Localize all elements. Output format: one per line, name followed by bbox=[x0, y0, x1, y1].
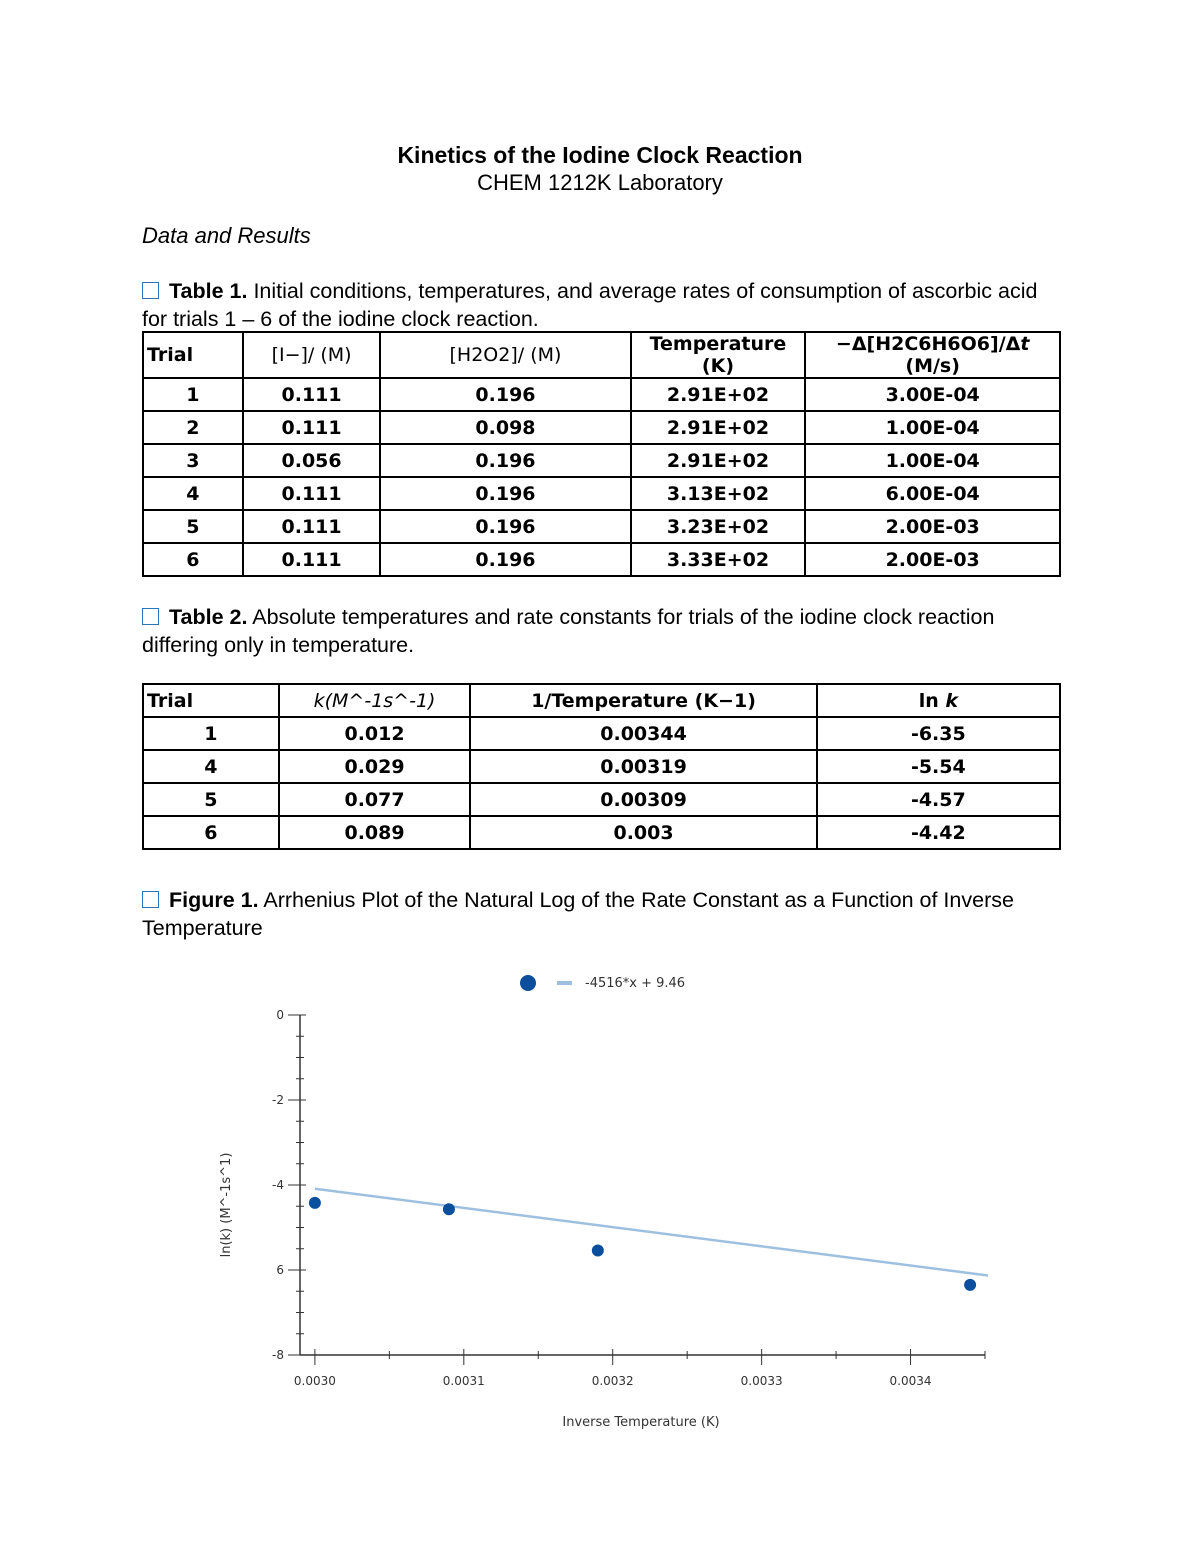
table1-caption-text: Initial conditions, temperatures, and average rates of consumption of ascorbic acid for trials 1 – 6 of the iodine clock reaction. bbox=[142, 279, 1038, 331]
table-cell: 6.00E-04 bbox=[805, 477, 1060, 510]
table-cell: 0.00344 bbox=[470, 717, 816, 750]
legend-fit-label: -4516*x + 9.46 bbox=[585, 976, 686, 991]
table-cell: 3.23E+02 bbox=[631, 510, 806, 543]
x-tick-label: 0.0031 bbox=[442, 1374, 485, 1388]
figure1-caption bbox=[142, 886, 1042, 942]
table-cell: 2.00E-03 bbox=[805, 543, 1060, 576]
table-cell: 1.00E-04 bbox=[805, 444, 1060, 477]
checkbox-icon bbox=[142, 608, 159, 625]
table-cell: 0.111 bbox=[243, 378, 381, 411]
table2-caption bbox=[142, 603, 1042, 659]
document-subtitle: CHEM 1212K Laboratory bbox=[477, 170, 723, 195]
table-cell: 1 bbox=[143, 378, 243, 411]
data-point bbox=[309, 1197, 321, 1209]
y-tick-label: 0 bbox=[276, 1008, 284, 1022]
table-row bbox=[143, 378, 1060, 411]
y-tick-label: -2 bbox=[272, 1093, 284, 1107]
x-axis-label: Inverse Temperature (K) bbox=[562, 1415, 720, 1430]
table2-header-inverse-temp: 1/Temperature (K−1) bbox=[470, 684, 816, 717]
table-cell: 6 bbox=[143, 543, 243, 576]
table-cell: 0.00309 bbox=[470, 783, 816, 816]
table-cell: 0.056 bbox=[243, 444, 381, 477]
document-title: Kinetics of the Iodine Clock Reaction bbox=[397, 142, 803, 168]
table-cell: 5 bbox=[143, 783, 279, 816]
table-cell: 2.91E+02 bbox=[631, 444, 806, 477]
y-tick-label: 6 bbox=[276, 1263, 284, 1277]
table-cell: 1.00E-04 bbox=[805, 411, 1060, 444]
table-cell: 6 bbox=[143, 816, 279, 849]
table-cell: 2 bbox=[143, 411, 243, 444]
table-cell: 0.196 bbox=[380, 378, 630, 411]
table-cell: 3.33E+02 bbox=[631, 543, 806, 576]
table2-header-k: k(M^-1s^-1) bbox=[279, 684, 471, 717]
table1-header-rate-unit: (M/s) bbox=[905, 355, 960, 377]
y-tick-label: -4 bbox=[272, 1178, 284, 1192]
x-tick-label: 0.0032 bbox=[591, 1374, 634, 1388]
table1-header-rate-main: −Δ[H2C6H6O6]/Δ bbox=[835, 333, 1021, 355]
table-cell: 0.077 bbox=[279, 783, 471, 816]
table2-header-row bbox=[143, 684, 1060, 717]
table-cell: 0.196 bbox=[380, 510, 630, 543]
table-cell: 0.089 bbox=[279, 816, 471, 849]
table-cell: -5.54 bbox=[817, 750, 1060, 783]
table-row bbox=[143, 816, 1060, 849]
table-row bbox=[143, 750, 1060, 783]
table-row bbox=[143, 717, 1060, 750]
table-row bbox=[143, 411, 1060, 444]
checkbox-icon bbox=[142, 891, 159, 908]
table1-header-temperature: Temperature (K) bbox=[631, 332, 806, 378]
legend-point-marker bbox=[520, 975, 536, 991]
table-row bbox=[143, 477, 1060, 510]
table-cell: 0.00319 bbox=[470, 750, 816, 783]
table1-header-iodide: [I−]/ (M) bbox=[243, 332, 381, 378]
table-cell: 0.111 bbox=[243, 477, 381, 510]
table-cell: -4.42 bbox=[817, 816, 1060, 849]
table2 bbox=[142, 683, 1061, 850]
table2-caption-text: Absolute temperatures and rate constants for trials of the iodine clock reaction differing only in temperature. bbox=[142, 605, 995, 657]
table1-caption bbox=[142, 277, 1042, 333]
table1-header-row bbox=[143, 332, 1060, 378]
arrhenius-chart bbox=[200, 960, 1020, 1450]
table1-caption-label: Table 1. bbox=[169, 279, 248, 303]
table-cell: 2.91E+02 bbox=[631, 378, 806, 411]
table-cell: 2.91E+02 bbox=[631, 411, 806, 444]
table-cell: 0.098 bbox=[380, 411, 630, 444]
table1-header-peroxide: [H2O2]/ (M) bbox=[380, 332, 630, 378]
table-cell: 0.111 bbox=[243, 411, 381, 444]
table-row bbox=[143, 543, 1060, 576]
table-cell: -6.35 bbox=[817, 717, 1060, 750]
table1-header-rate bbox=[805, 332, 1060, 378]
table1-header-trial: Trial bbox=[143, 332, 243, 378]
section-heading: Data and Results bbox=[142, 223, 311, 248]
x-tick-label: 0.0033 bbox=[740, 1374, 783, 1388]
table-cell: 0.196 bbox=[380, 543, 630, 576]
table-cell: 4 bbox=[143, 750, 279, 783]
table2-header-lnk bbox=[817, 684, 1060, 717]
y-axis-label: ln(k) (M^-1s^1) bbox=[219, 1152, 234, 1258]
table-cell: 3 bbox=[143, 444, 243, 477]
table-cell: 2.00E-03 bbox=[805, 510, 1060, 543]
table2-header-ln-k: k bbox=[945, 689, 958, 712]
fit-line bbox=[315, 1189, 988, 1276]
table-cell: 0.012 bbox=[279, 717, 471, 750]
table-row bbox=[143, 783, 1060, 816]
x-tick-label: 0.0034 bbox=[889, 1374, 932, 1388]
table-cell: 0.003 bbox=[470, 816, 816, 849]
data-point bbox=[964, 1279, 976, 1291]
data-point bbox=[592, 1244, 604, 1256]
table2-header-trial: Trial bbox=[143, 684, 279, 717]
checkbox-icon bbox=[142, 282, 159, 299]
table-cell: -4.57 bbox=[817, 783, 1060, 816]
table-cell: 0.111 bbox=[243, 543, 381, 576]
table-cell: 0.196 bbox=[380, 477, 630, 510]
y-tick-label: -8 bbox=[272, 1348, 284, 1362]
table-cell: 5 bbox=[143, 510, 243, 543]
x-tick-label: 0.0030 bbox=[293, 1374, 336, 1388]
data-point bbox=[443, 1203, 455, 1215]
table2-caption-label: Table 2. bbox=[169, 605, 248, 629]
table-row bbox=[143, 444, 1060, 477]
chart-legend bbox=[520, 975, 685, 991]
table-row bbox=[143, 510, 1060, 543]
figure1-caption-text: Arrhenius Plot of the Natural Log of the Rate Constant as a Function of Inverse Temperature bbox=[142, 888, 1014, 940]
figure1-caption-label: Figure 1. bbox=[169, 888, 259, 912]
table-cell: 3.00E-04 bbox=[805, 378, 1060, 411]
table-cell: 0.029 bbox=[279, 750, 471, 783]
table-cell: 0.196 bbox=[380, 444, 630, 477]
plot-area bbox=[272, 1008, 988, 1388]
table1 bbox=[142, 331, 1061, 577]
table1-header-rate-t: t bbox=[1020, 333, 1030, 355]
table-cell: 0.111 bbox=[243, 510, 381, 543]
table-cell: 3.13E+02 bbox=[631, 477, 806, 510]
table-cell: 4 bbox=[143, 477, 243, 510]
table-cell: 1 bbox=[143, 717, 279, 750]
table2-header-ln: ln bbox=[918, 689, 946, 712]
